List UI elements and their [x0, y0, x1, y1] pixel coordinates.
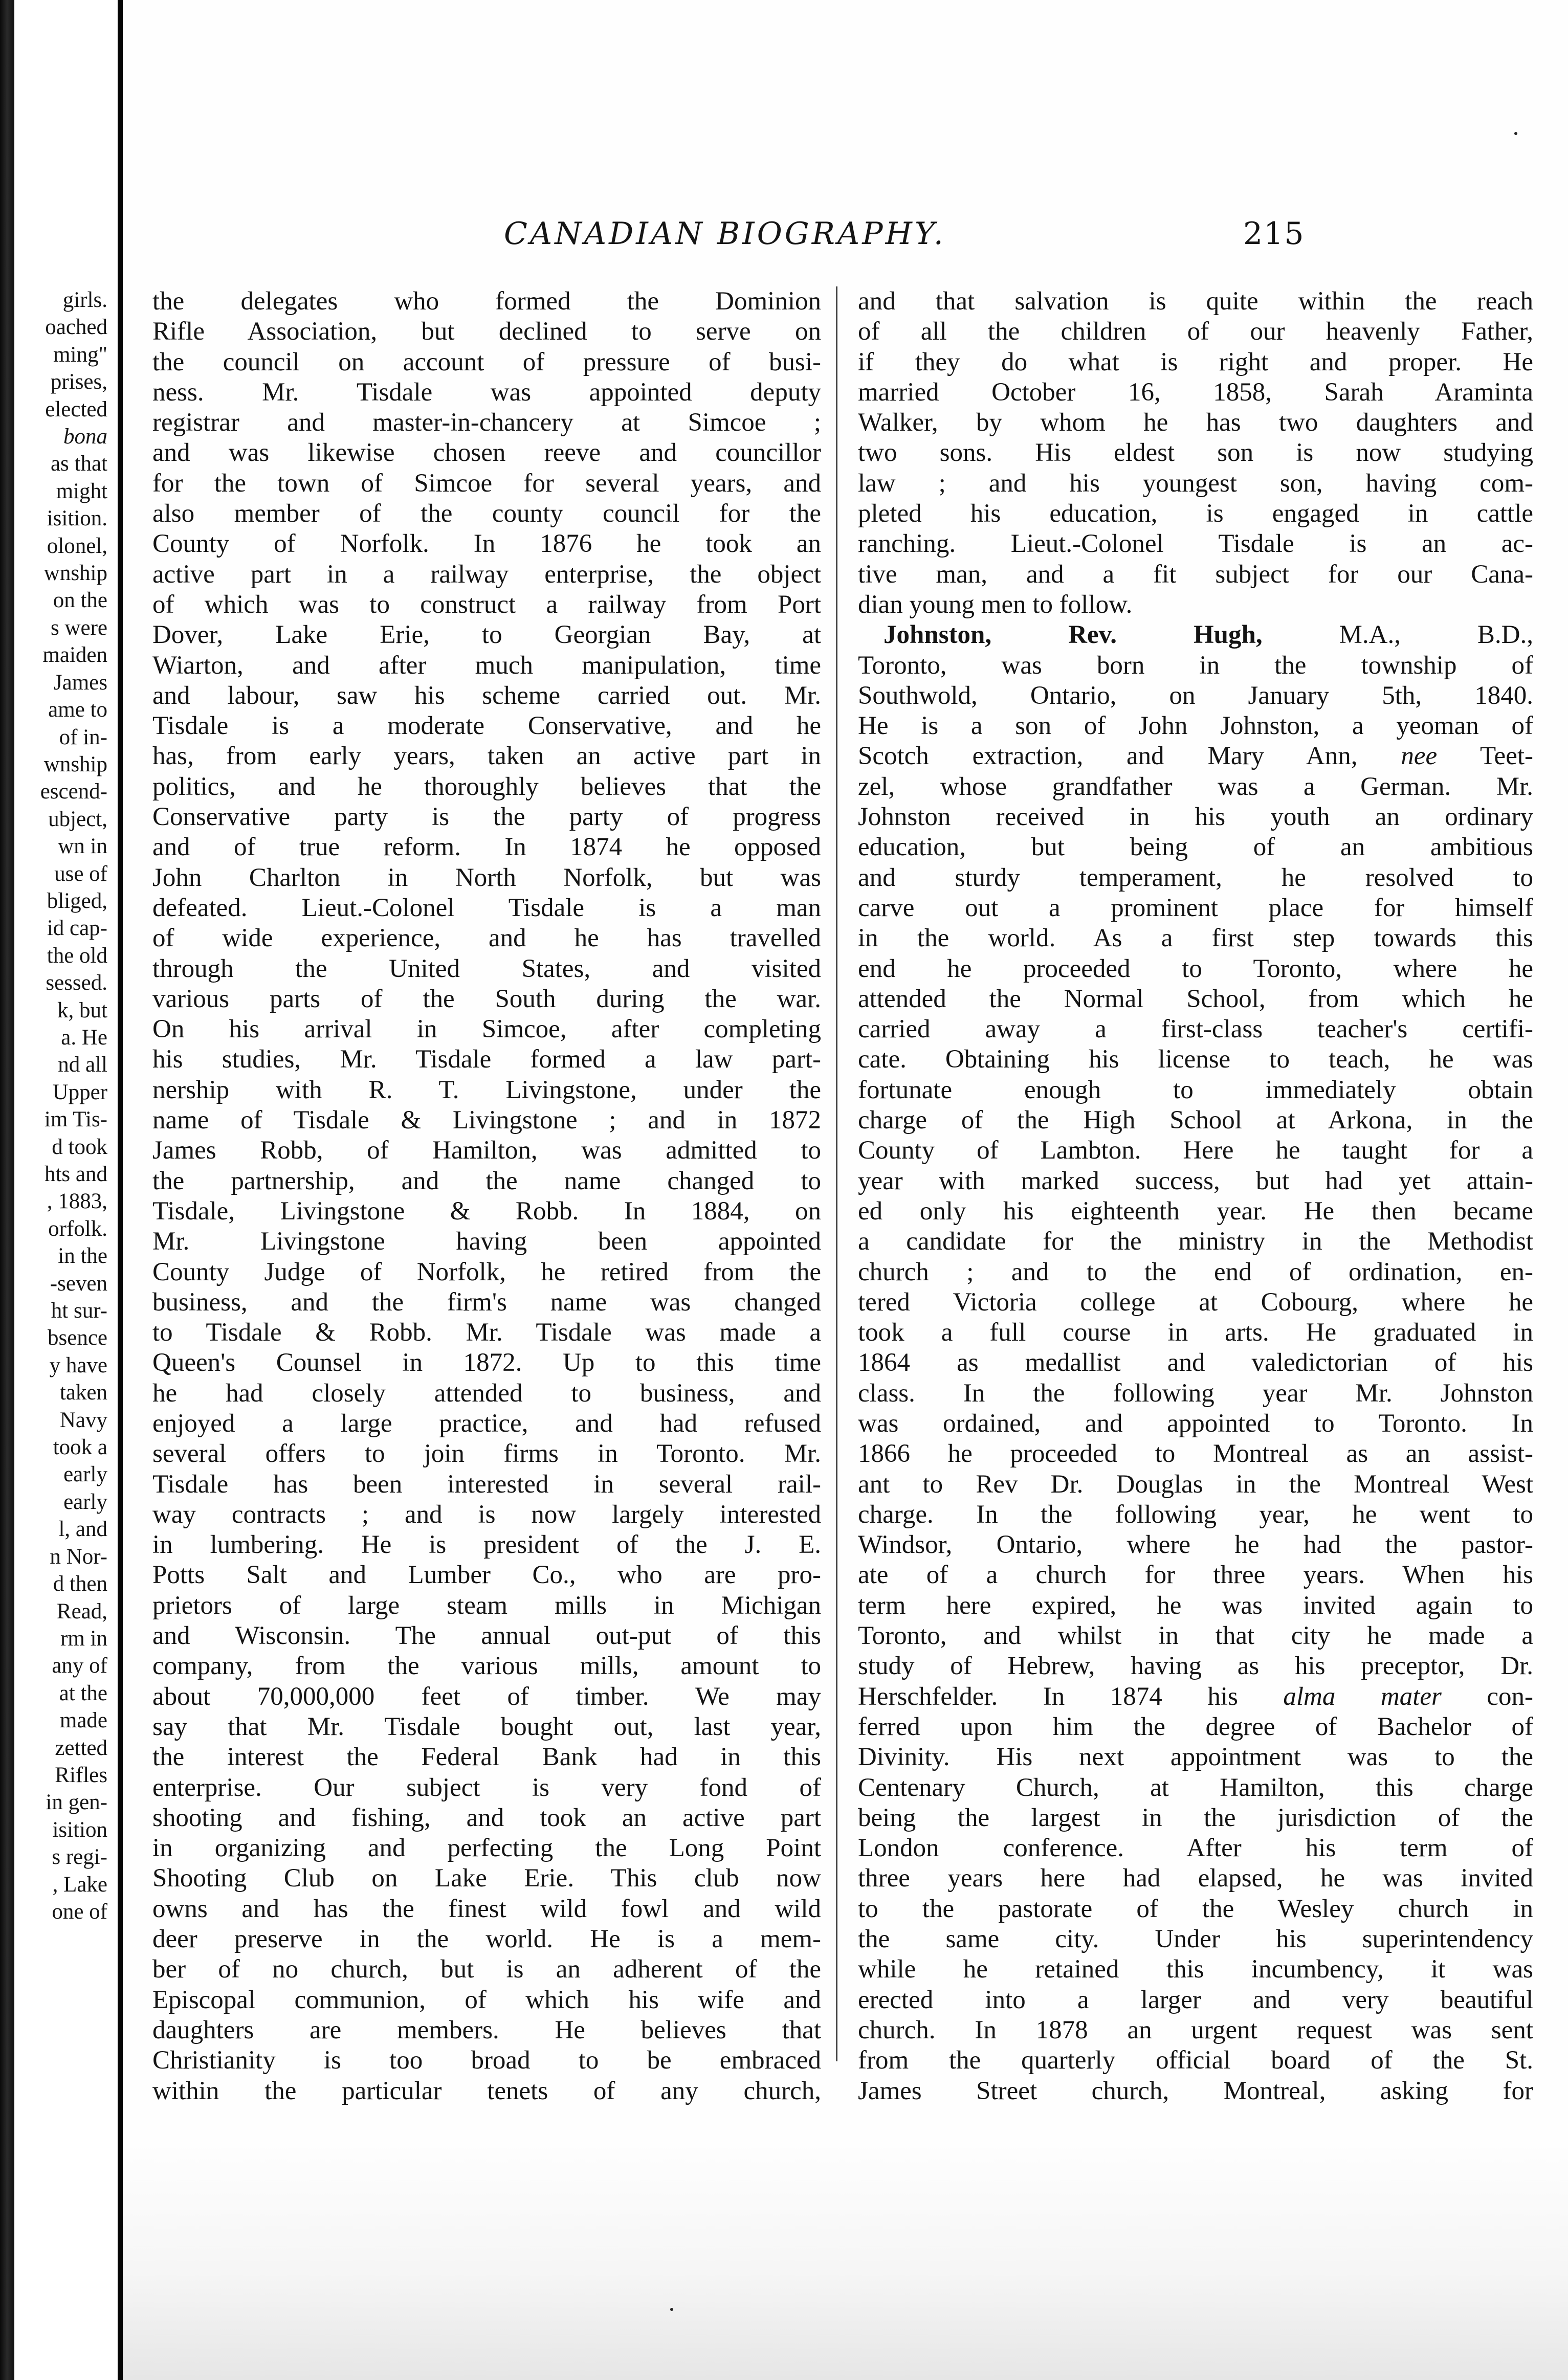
text-line: Rifle Association, but declined to serve on: [152, 317, 821, 346]
text-line: was ordained, and appointed to Toronto. In: [858, 1409, 1533, 1438]
text-line: from the quarterly official board of the St.: [858, 2046, 1533, 2075]
facing-page-line: on the: [53, 588, 107, 613]
facing-page-line: one of: [52, 1899, 107, 1924]
text-line: ber of no church, but is an adherent of the: [152, 1955, 821, 1984]
facing-page-line: prises,: [50, 370, 107, 394]
text-line: in the world. As a first step towards this: [858, 924, 1533, 953]
page: [123, 0, 1568, 2380]
text-line: registrar and master-in-chancery at Simcoe ;: [152, 408, 821, 437]
text-line: within the particular tenets of any church,: [152, 2076, 821, 2105]
text-line: nership with R. T. Livingstone, under the: [152, 1075, 821, 1104]
text-line: [858, 741, 1533, 771]
text-line: church. In 1878 an urgent request was sent: [858, 2015, 1533, 2044]
text-line: Queen's Counsel in 1872. Up to this time: [152, 1348, 821, 1377]
text-line: the same city. Under his superintendency: [858, 1925, 1533, 1954]
text-line: enterprise. Our subject is very fond of: [152, 1773, 821, 1802]
text-line: Christianity is too broad to be embraced: [152, 2046, 821, 2075]
text-line: Walker, by whom he has two daughters and: [858, 408, 1533, 437]
text-line: carried away a first-class teacher's certifi-: [858, 1015, 1533, 1044]
text-line: owns and has the finest wild fowl and wild: [152, 1894, 821, 1923]
facing-page-line: sessed.: [46, 971, 107, 995]
text-line: Toronto, and whilst in that city he made a: [858, 1621, 1533, 1651]
text-line: the interest the Federal Bank had in this: [152, 1743, 821, 1772]
facing-page-line: olonel,: [47, 533, 107, 558]
text-line: On his arrival in Simcoe, after completing: [152, 1015, 821, 1044]
facing-page-line: maiden: [42, 643, 107, 668]
text-line: ness. Mr. Tisdale was appointed deputy: [152, 377, 821, 407]
text-line: say that Mr. Tisdale bought out, last year,: [152, 1712, 821, 1741]
facing-page-line: id cap-: [47, 916, 107, 941]
facing-page-line: use of: [54, 861, 107, 886]
text-line: also member of the county council for the: [152, 499, 821, 528]
text-line: several offers to join firms in Toronto. Mr.: [152, 1439, 821, 1469]
text-line: and that salvation is quite within the reach: [858, 287, 1533, 316]
text-line: in organizing and perfecting the Long Point: [152, 1834, 821, 1863]
text-line: Johnston received in his youth an ordinary: [858, 803, 1533, 832]
text-line: pleted his education, is engaged in cattle: [858, 499, 1533, 528]
text-line: if they do what is right and proper. He: [858, 347, 1533, 376]
text-line: Dover, Lake Erie, to Georgian Bay, at: [152, 620, 821, 650]
text-line: and labour, saw his scheme carried out. Mr.: [152, 681, 821, 710]
text-line: Potts Salt and Lumber Co., who are pro-: [152, 1561, 821, 1590]
text-line: and Wisconsin. The annual out-put of this: [152, 1621, 821, 1651]
text-line: a candidate for the ministry in the Methodist: [858, 1227, 1533, 1256]
facing-page-line: oached: [45, 315, 107, 340]
text-line: ate of a church for three years. When his: [858, 1561, 1533, 1590]
entry-heading-line: [858, 620, 1533, 650]
text-line: of which was to construct a railway from Port: [152, 590, 821, 619]
facing-page-line: n Nor-: [50, 1544, 107, 1569]
facing-page-line: a. He: [61, 1025, 107, 1050]
text-line: active part in a railway enterprise, the object: [152, 560, 821, 589]
facing-page-line: , Lake: [52, 1872, 107, 1897]
text-line: erected into a larger and very beautiful: [858, 1985, 1533, 2014]
facing-page-line: Read,: [56, 1599, 107, 1623]
text-line: of wide experience, and he has travelled: [152, 924, 821, 953]
text-line: daughters are members. He believes that: [152, 2015, 821, 2044]
text-line: the delegates who formed the Dominion: [152, 287, 821, 316]
text-line: name of Tisdale & Livingstone ; and in 1872: [152, 1106, 821, 1135]
text-line: County Judge of Norfolk, he retired from the: [152, 1257, 821, 1286]
facing-page-line: nd all: [58, 1053, 107, 1077]
text-line: study of Hebrew, having as his preceptor, Dr.: [858, 1652, 1533, 1681]
facing-page-line: ming": [53, 342, 107, 367]
text-line: the council on account of pressure of busi-: [152, 347, 821, 376]
text-line: dian young men to follow.: [858, 590, 1133, 619]
facing-page-line: elected: [45, 397, 107, 421]
text-line: while he retained this incumbency, it was: [858, 1955, 1533, 1984]
text-line: Windsor, Ontario, where he had the pastor-: [858, 1530, 1533, 1560]
text-line: Shooting Club on Lake Erie. This club now: [152, 1864, 821, 1893]
facing-page-line: taken: [59, 1381, 107, 1405]
text-line: zel, whose grandfather was a German. Mr.: [858, 772, 1533, 801]
facing-page-line: hts and: [44, 1162, 107, 1186]
text-fragment: con-: [1441, 1682, 1534, 1711]
page-bottom-shade: [123, 2138, 1568, 2380]
left-column: [152, 286, 821, 2105]
facing-page-line: l, and: [58, 1517, 107, 1542]
text-line: Episcopal communion, of which his wife and: [152, 1985, 821, 2014]
text-line: to Tisdale & Robb. Mr. Tisdale was made a: [152, 1318, 821, 1347]
text-fragment: Herschfelder. In 1874 his: [858, 1682, 1238, 1711]
facing-page-line: might: [56, 479, 107, 503]
facing-page-line: y have: [49, 1353, 107, 1377]
text-line: and sturdy temperament, he resolved to: [858, 863, 1533, 892]
text-line: [858, 1682, 1533, 1712]
facing-page-line: wn in: [58, 834, 107, 859]
text-line: James Robb, of Hamilton, was admitted to: [152, 1136, 821, 1165]
text-line: has, from early years, taken an active part in: [152, 742, 821, 771]
text-line: end he proceeded to Toronto, where he: [858, 954, 1533, 983]
nee-word: nee: [1401, 742, 1438, 771]
column-rule: [836, 286, 837, 2061]
ink-speck: [670, 2308, 673, 2311]
text-line: John Charlton in North Norfolk, but was: [152, 863, 821, 892]
facing-page-line: escend-: [40, 780, 107, 804]
facing-page-line: orfolk.: [48, 1216, 107, 1241]
text-line: law ; and his youngest son, having com-: [858, 469, 1533, 498]
text-line: James Street church, Montreal, asking for: [858, 2076, 1533, 2105]
facing-page-line: k, but: [57, 998, 107, 1022]
text-line: and was likewise chosen reeve and councillor: [152, 438, 821, 468]
facing-page-text: [0, 286, 107, 1925]
text-line: carve out a prominent place for himself: [858, 893, 1533, 922]
text-line: education, but being of an ambitious: [858, 833, 1533, 862]
text-line: to the pastorate of the Wesley church in: [858, 1894, 1533, 1923]
facing-page-line: rm in: [60, 1626, 107, 1651]
text-line: London conference. After his term of: [858, 1834, 1533, 1863]
right-column: [858, 286, 1534, 2105]
text-line: charge. In the following year, he went to: [858, 1500, 1533, 1529]
facing-page-line: ame to: [48, 698, 107, 722]
text-line: ed only his eighteenth year. He then became: [858, 1196, 1533, 1226]
text-line: deer preserve in the world. He is a mem-: [152, 1925, 821, 1954]
text-line: tered Victoria college at Cobourg, where he: [858, 1287, 1533, 1317]
facing-page-line: d then: [53, 1572, 107, 1596]
facing-page-line: s regi-: [52, 1845, 107, 1870]
entry-degrees: M.A., B.D.,: [1262, 620, 1533, 650]
text-line: prietors of large steam mills in Michigan: [152, 1591, 821, 1620]
text-line: Tisdale has been interested in several rail-: [152, 1470, 821, 1499]
text-line: 1864 as medallist and valedictorian of his: [858, 1348, 1533, 1377]
text-line: of all the children of our heavenly Father,: [858, 317, 1533, 346]
text-line: he had closely attended to business, and: [152, 1378, 821, 1408]
facing-page-line: early: [63, 1489, 107, 1514]
facing-page-line: wnship: [43, 752, 107, 776]
text-line: Conservative party is the party of progress: [152, 803, 821, 832]
facing-page-line: bona: [63, 425, 107, 449]
entry-name: Johnston, Rev. Hugh,: [884, 620, 1263, 650]
text-line: enjoyed a large practice, and had refused: [152, 1409, 821, 1438]
text-line: fortunate enough to immediately obtain: [858, 1075, 1533, 1104]
text-line: year with marked success, but had yet attain-: [858, 1166, 1533, 1195]
text-line: for the town of Simcoe for several years, and: [152, 469, 821, 498]
text-line: company, from the various mills, amount to: [152, 1652, 821, 1681]
text-fragment: Scotch extraction, and Mary Ann,: [858, 742, 1358, 771]
text-line: County of Lambton. Here he taught for a: [858, 1136, 1533, 1165]
text-line: took a full course in arts. He graduated in: [858, 1318, 1533, 1347]
facing-page-line: isition: [52, 1817, 107, 1842]
text-line: about 70,000,000 feet of timber. We may: [152, 1682, 821, 1711]
facing-page-line: made: [59, 1708, 107, 1733]
text-line: charge of the High School at Arkona, in the: [858, 1106, 1533, 1135]
text-line: class. In the following year Mr. Johnston: [858, 1378, 1533, 1408]
ink-speck: [1514, 132, 1517, 135]
facing-page-line: Navy: [59, 1408, 107, 1432]
text-line: County of Norfolk. In 1876 he took an: [152, 529, 821, 559]
facing-page-line: zetted: [55, 1736, 107, 1760]
facing-page-line: -seven: [50, 1271, 107, 1296]
facing-page-line: im Tis-: [44, 1107, 107, 1132]
running-title: CANADIAN BIOGRAPHY.: [504, 216, 946, 252]
facing-page-line: s were: [50, 615, 107, 640]
text-line: three years here had elapsed, he was invited: [858, 1864, 1533, 1893]
text-line: business, and the firm's name was changed: [152, 1287, 821, 1317]
text-line: the partnership, and the name changed to: [152, 1166, 821, 1195]
facing-page-line: of in-: [59, 725, 107, 749]
facing-page-line: ubject,: [48, 807, 107, 831]
text-line: in lumbering. He is president of the J. E.: [152, 1530, 821, 1560]
facing-page-line: wnship: [43, 561, 107, 586]
facing-page-line: isition.: [47, 506, 107, 531]
facing-page-line: ht sur-: [51, 1299, 107, 1323]
text-line: term here expired, he was invited again to: [858, 1591, 1533, 1620]
text-line: shooting and fishing, and took an active part: [152, 1803, 821, 1832]
facing-page-line: James: [53, 670, 107, 695]
text-line: cate. Obtaining his license to teach, he was: [858, 1045, 1533, 1074]
text-line: Toronto, was born in the township of: [858, 651, 1533, 680]
facing-page-line: Upper: [52, 1080, 107, 1104]
text-fragment: Teet-: [1437, 742, 1533, 771]
facing-page-line: girls.: [62, 288, 107, 312]
text-line: way contracts ; and is now largely interested: [152, 1500, 821, 1529]
text-line: ranching. Lieut.-Colonel Tisdale is an ac-: [858, 529, 1533, 559]
facing-page-line: bsence: [48, 1326, 107, 1350]
text-line: and of true reform. In 1874 he opposed: [152, 833, 821, 862]
text-line: being the largest in the jurisdiction of the: [858, 1803, 1533, 1832]
text-line: Tisdale, Livingstone & Robb. In 1884, on: [152, 1196, 821, 1226]
facing-page-line: any of: [52, 1654, 107, 1678]
alma-mater: alma mater: [1283, 1682, 1442, 1711]
facing-page-line: at the: [59, 1681, 107, 1705]
facing-page-line: the old: [47, 943, 107, 968]
text-line: through the United States, and visited: [152, 954, 821, 983]
text-line: Divinity. His next appointment was to the: [858, 1743, 1533, 1772]
page-number: 215: [1243, 216, 1305, 252]
text-line: defeated. Lieut.-Colonel Tisdale is a man: [152, 893, 821, 922]
running-header: [123, 216, 1568, 252]
text-line: ant to Rev Dr. Douglas in the Montreal West: [858, 1470, 1533, 1499]
facing-page-line: took a: [53, 1435, 107, 1460]
facing-page-line: bliged,: [47, 888, 107, 913]
text-line: his studies, Mr. Tisdale formed a law part-: [152, 1045, 821, 1074]
space: [1358, 742, 1401, 770]
text-line: ferred upon him the degree of Bachelor of: [858, 1712, 1533, 1741]
text-line: politics, and he thoroughly believes that the: [152, 772, 821, 801]
facing-page-line: in gen-: [46, 1790, 107, 1815]
text-line: Mr. Livingstone having been appointed: [152, 1227, 821, 1256]
facing-page-line: Rifles: [55, 1763, 107, 1787]
text-line: two sons. His eldest son is now studying: [858, 438, 1533, 468]
text-line: attended the Normal School, from which he: [858, 984, 1533, 1013]
facing-page-line: early: [63, 1462, 107, 1487]
text-line: Centenary Church, at Hamilton, this charge: [858, 1773, 1533, 1802]
text-line: married October 16, 1858, Sarah Araminta: [858, 377, 1533, 407]
text-line: Tisdale is a moderate Conservative, and he: [152, 711, 821, 741]
text-line: tive man, and a fit subject for our Cana-: [858, 560, 1533, 589]
facing-page-fragment: [0, 0, 118, 2380]
facing-page-line: in the: [58, 1244, 107, 1269]
facing-page-line: , 1883,: [47, 1189, 107, 1214]
text-line: various parts of the South during the war.: [152, 984, 821, 1013]
gutter-shadow: [118, 0, 123, 2380]
facing-page-line: d took: [52, 1135, 107, 1159]
facing-page-line: as that: [50, 452, 107, 476]
text-line: church ; and to the end of ordination, en-: [858, 1257, 1533, 1286]
text-line: 1866 he proceeded to Montreal as an assist-: [858, 1439, 1533, 1469]
text-line: Wiarton, and after much manipulation, time: [152, 651, 821, 680]
text-line: Southwold, Ontario, on January 5th, 1840.: [858, 681, 1533, 710]
text-line: He is a son of John Johnston, a yeoman of: [858, 711, 1533, 741]
